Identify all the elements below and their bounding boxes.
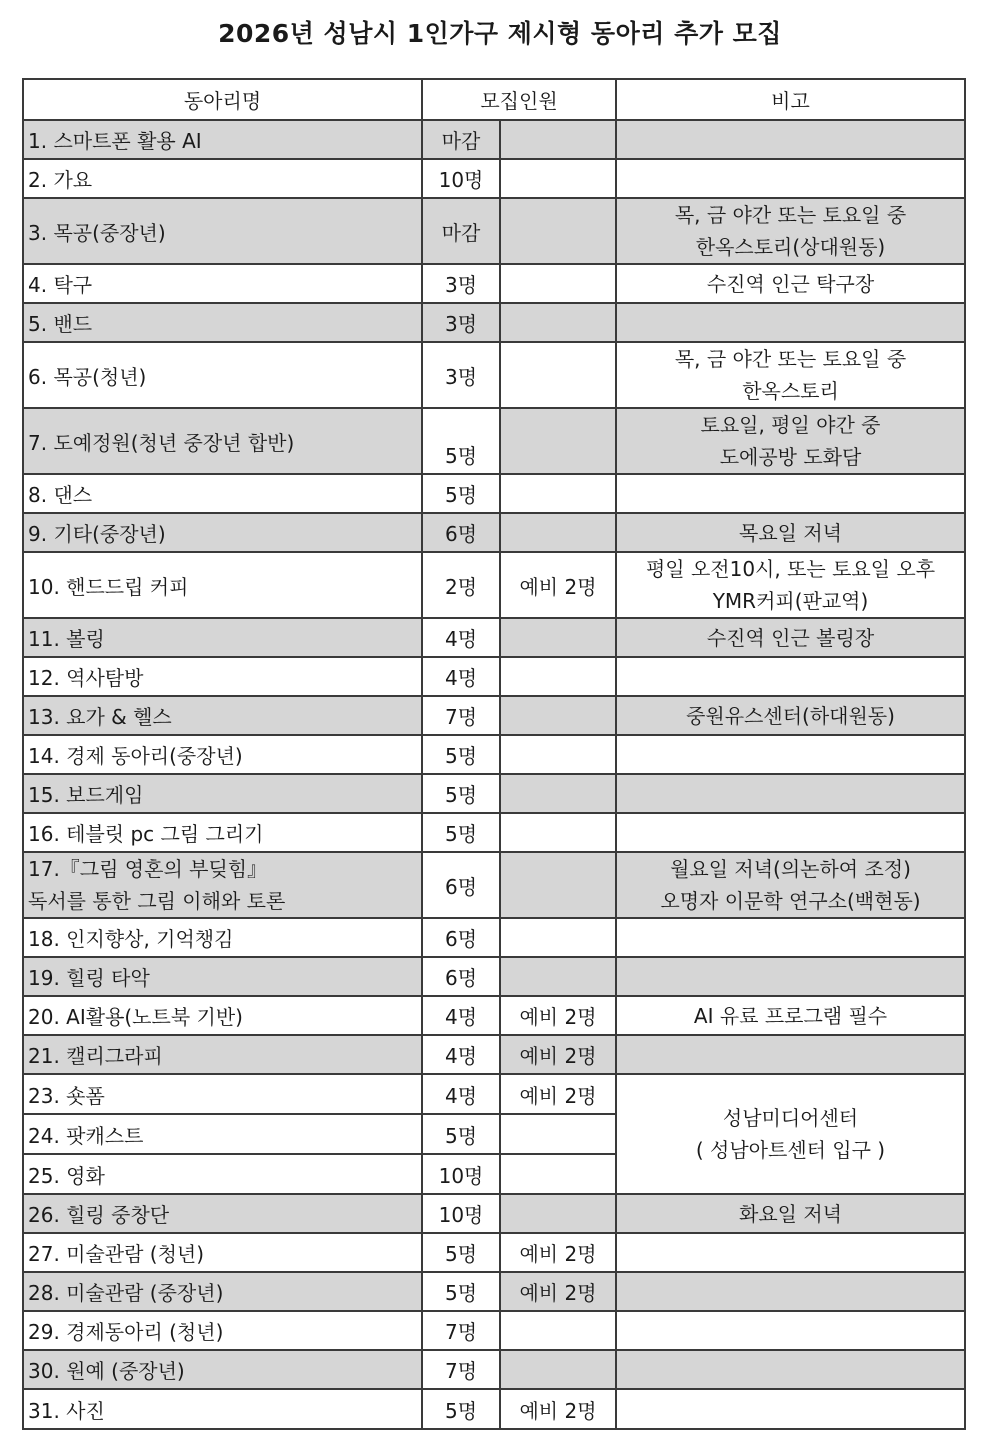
table-row (23, 996, 965, 1035)
club-note (616, 813, 965, 852)
club-note (616, 1350, 965, 1389)
table-row (23, 1350, 965, 1389)
table-row (23, 342, 965, 408)
table-row (23, 474, 965, 513)
club-note (616, 657, 965, 696)
recruit-count: 10명 (422, 1194, 500, 1233)
reserve-count: 예비 2명 (500, 1074, 616, 1114)
club-name: 30. 원예 (중장년) (23, 1350, 422, 1389)
reserve-count (500, 474, 616, 513)
recruit-count: 3명 (422, 264, 500, 303)
recruit-count: 5명 (422, 1389, 500, 1429)
club-note: 중원유스센터(하대원동) (616, 696, 965, 735)
club-note (616, 198, 965, 264)
club-name: 31. 사진 (23, 1389, 422, 1429)
table-row (23, 264, 965, 303)
table-row (23, 1035, 965, 1074)
club-note (616, 342, 965, 408)
reserve-count (500, 957, 616, 996)
reserve-count (500, 120, 616, 159)
club-name: 5. 밴드 (23, 303, 422, 342)
club-note (616, 552, 965, 618)
club-name: 9. 기타(중장년) (23, 513, 422, 552)
recruit-count: 5명 (422, 813, 500, 852)
club-note (616, 303, 965, 342)
club-name: 29. 경제동아리 (청년) (23, 1311, 422, 1350)
recruit-count: 6명 (422, 957, 500, 996)
club-note (616, 774, 965, 813)
reserve-count: 예비 2명 (500, 552, 616, 618)
reserve-count (500, 198, 616, 264)
club-note-merged (616, 1074, 965, 1194)
club-name-line: 17.『그림 영혼의 부딪힘』 (28, 857, 268, 881)
table-row (23, 1311, 965, 1350)
reserve-count: 예비 2명 (500, 1035, 616, 1074)
reserve-count: 예비 2명 (500, 1272, 616, 1311)
recruit-count: 2명 (422, 552, 500, 618)
recruit-count: 4명 (422, 996, 500, 1035)
club-name: 12. 역사탐방 (23, 657, 422, 696)
club-note (616, 408, 965, 474)
header-recruit-count: 모집인원 (422, 79, 616, 120)
header-note: 비고 (616, 79, 965, 120)
table-row (23, 198, 965, 264)
club-name: 15. 보드게임 (23, 774, 422, 813)
club-name: 16. 테블릿 pc 그림 그리기 (23, 813, 422, 852)
table-row (23, 618, 965, 657)
club-note (616, 120, 965, 159)
club-name (23, 852, 422, 918)
recruit-count: 10명 (422, 159, 500, 198)
reserve-count (500, 303, 616, 342)
reserve-count (500, 342, 616, 408)
note-line: 오명자 이문학 연구소(백현동) (660, 889, 921, 913)
club-name: 14. 경제 동아리(중장년) (23, 735, 422, 774)
table-row (23, 696, 965, 735)
recruit-count: 4명 (422, 1074, 500, 1114)
club-name: 23. 숏폼 (23, 1074, 422, 1114)
club-note: 수진역 인근 탁구장 (616, 264, 965, 303)
note-line: 성남미디어센터 (722, 1106, 859, 1130)
club-note (616, 1272, 965, 1311)
club-name: 8. 댄스 (23, 474, 422, 513)
table-row (23, 813, 965, 852)
reserve-count (500, 657, 616, 696)
note-line: 월요일 저녁(의논하여 조정) (670, 857, 911, 881)
reserve-count (500, 918, 616, 957)
reserve-count (500, 1194, 616, 1233)
club-note: 화요일 저녁 (616, 1194, 965, 1233)
reserve-count (500, 264, 616, 303)
recruit-count: 7명 (422, 696, 500, 735)
table-row (23, 852, 965, 918)
recruit-count: 7명 (422, 1311, 500, 1350)
table-row (23, 735, 965, 774)
reserve-count (500, 1350, 616, 1389)
reserve-count (500, 513, 616, 552)
recruit-count: 5명 (422, 1114, 500, 1154)
club-note: 목요일 저녁 (616, 513, 965, 552)
recruit-count: 마감 (422, 198, 500, 264)
reserve-count: 예비 2명 (500, 996, 616, 1035)
club-note (616, 1233, 965, 1272)
club-name: 27. 미술관람 (청년) (23, 1233, 422, 1272)
club-note (616, 735, 965, 774)
reserve-count (500, 696, 616, 735)
reserve-count: 예비 2명 (500, 1233, 616, 1272)
club-note (616, 159, 965, 198)
club-name: 13. 요가 & 헬스 (23, 696, 422, 735)
recruit-count: 7명 (422, 1350, 500, 1389)
table-row (23, 1272, 965, 1311)
recruit-count: 3명 (422, 342, 500, 408)
recruit-count: 3명 (422, 303, 500, 342)
recruit-count: 5명 (422, 1272, 500, 1311)
recruit-count: 6명 (422, 852, 500, 918)
club-note: AI 유료 프로그램 필수 (616, 996, 965, 1035)
reserve-count (500, 852, 616, 918)
reserve-count (500, 1311, 616, 1350)
reserve-count (500, 774, 616, 813)
club-note: 수진역 인근 볼링장 (616, 618, 965, 657)
table-row (23, 1233, 965, 1272)
club-name: 28. 미술관람 (중장년) (23, 1272, 422, 1311)
table-row (23, 303, 965, 342)
reserve-count (500, 159, 616, 198)
page-title: 2026년 성남시 1인가구 제시형 동아리 추가 모집 (218, 19, 782, 48)
club-name: 24. 팟캐스트 (23, 1114, 422, 1154)
club-note (616, 1311, 965, 1350)
table-row (23, 1074, 965, 1114)
table-row (23, 159, 965, 198)
table-row (23, 957, 965, 996)
reserve-count (500, 408, 616, 474)
recruit-count: 5명 (422, 774, 500, 813)
club-name: 18. 인지향상, 기억챙김 (23, 918, 422, 957)
club-name: 2. 가요 (23, 159, 422, 198)
table-row (23, 120, 965, 159)
recruit-count: 4명 (422, 1035, 500, 1074)
club-name: 4. 탁구 (23, 264, 422, 303)
club-note (616, 1035, 965, 1074)
club-note (616, 918, 965, 957)
reserve-count (500, 813, 616, 852)
recruit-count: 6명 (422, 918, 500, 957)
note-line: 목, 금 야간 또는 토요일 중 (674, 203, 907, 227)
table-row (23, 513, 965, 552)
note-line: 한옥스토리 (742, 379, 839, 403)
club-name: 3. 목공(중장년) (23, 198, 422, 264)
recruit-count: 5명 (422, 1233, 500, 1272)
club-note (616, 852, 965, 918)
reserve-count: 예비 2명 (500, 1389, 616, 1429)
reserve-count (500, 1154, 616, 1194)
note-line: 목, 금 야간 또는 토요일 중 (674, 347, 907, 371)
table-row (23, 657, 965, 696)
club-name: 19. 힐링 타악 (23, 957, 422, 996)
recruit-count: 5명 (422, 408, 500, 474)
note-line: 도에공방 도화담 (719, 445, 862, 469)
table-row (23, 918, 965, 957)
recruit-count: 4명 (422, 618, 500, 657)
recruit-count: 5명 (422, 735, 500, 774)
club-name: 1. 스마트폰 활용 AI (23, 120, 422, 159)
reserve-count (500, 735, 616, 774)
club-note (616, 1389, 965, 1429)
club-name-line: 독서를 통한 그림 이해와 토론 (28, 889, 286, 913)
note-line: YMR커피(판교역) (712, 589, 869, 613)
header-row (23, 79, 965, 120)
club-name: 7. 도예정원(청년 중장년 합반) (23, 408, 422, 474)
note-line: 한옥스토리(상대원동) (695, 235, 886, 259)
table-row (23, 552, 965, 618)
table-row (23, 774, 965, 813)
recruit-count: 5명 (422, 474, 500, 513)
club-name: 21. 캘리그라피 (23, 1035, 422, 1074)
note-line: 토요일, 평일 야간 중 (700, 413, 881, 437)
recruit-count: 10명 (422, 1154, 500, 1194)
club-name: 25. 영화 (23, 1154, 422, 1194)
reserve-count (500, 618, 616, 657)
reserve-count (500, 1114, 616, 1154)
club-note (616, 957, 965, 996)
note-line: ( 성남아트센터 입구 ) (695, 1138, 886, 1162)
table-row (23, 1389, 965, 1429)
table-row (23, 1194, 965, 1233)
table-row (23, 408, 965, 474)
club-name: 6. 목공(청년) (23, 342, 422, 408)
recruit-count: 4명 (422, 657, 500, 696)
recruit-count: 마감 (422, 120, 500, 159)
note-line: 평일 오전10시, 또는 토요일 오후 (645, 557, 936, 581)
club-name: 11. 볼링 (23, 618, 422, 657)
club-name: 26. 힐링 중창단 (23, 1194, 422, 1233)
club-note (616, 474, 965, 513)
header-club-name: 동아리명 (23, 79, 422, 120)
club-name: 10. 핸드드립 커피 (23, 552, 422, 618)
recruit-count: 6명 (422, 513, 500, 552)
club-name: 20. AI활용(노트북 기반) (23, 996, 422, 1035)
club-table (22, 78, 966, 1430)
